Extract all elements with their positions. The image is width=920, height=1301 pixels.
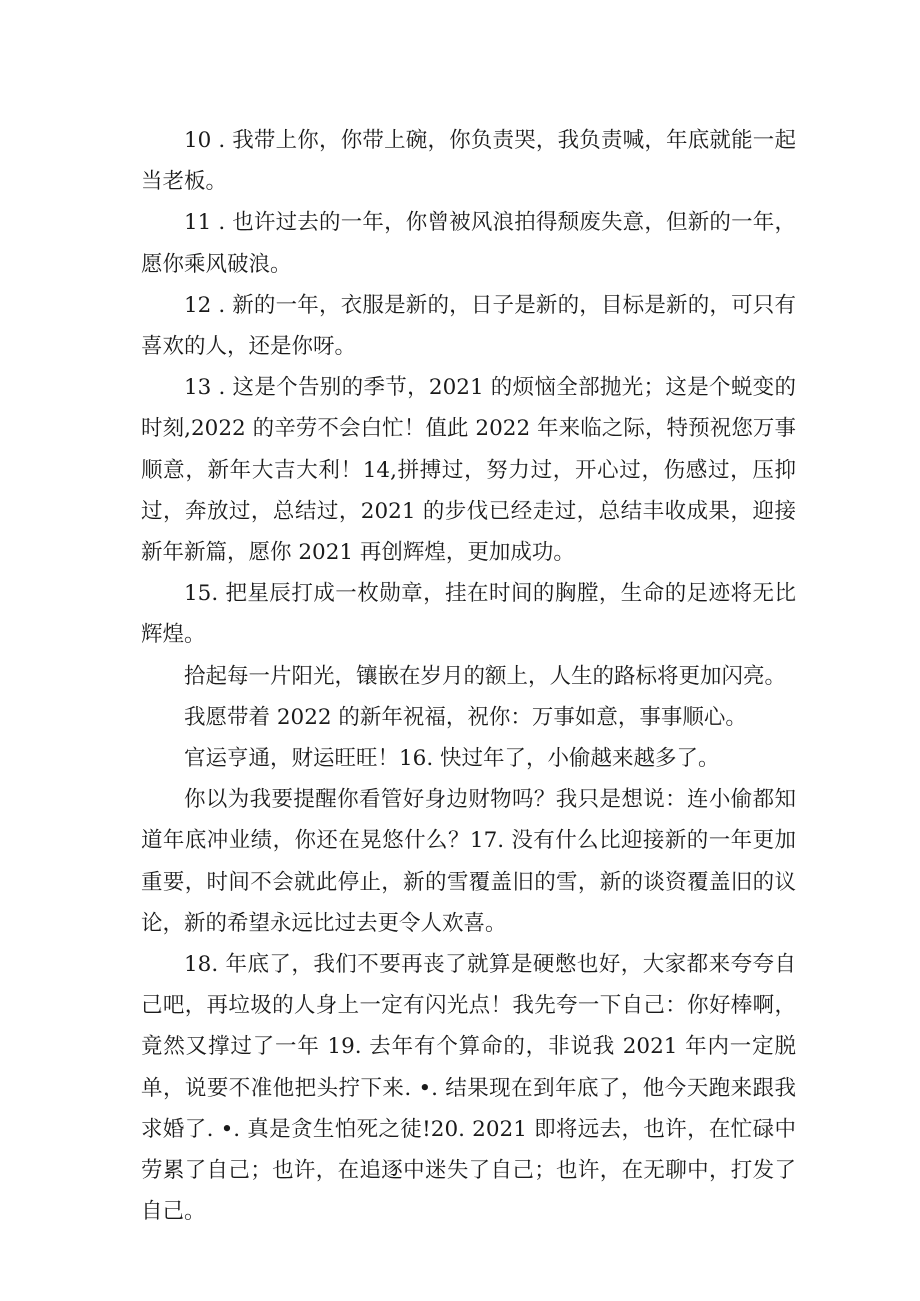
paragraph-sunshine: 拾起每一片阳光，镶嵌在岁月的额上，人生的路标将更加闪亮。 <box>184 663 787 689</box>
paragraph-18-20: 18. 年底了，我们不要再丧了就算是硬憋也好，大家都来夸夸自己吧，再垃圾的人身上一定有闪光点！我先夸一下自己：你好棒啊，竟然又撑过了一年 19. 去年有个算命的，非说我 2021 年内一定脱单，说要不准他把头拧下来. •. 结果现在到年底了，他今天跑来跟我求婚了. •. 真是贪生怕死之徒!20. 2021 即将远去，也许，在忙碌中劳累了自己；也许，在追逐中迷失了自己；也许，在无聊中，打发了自己。 <box>141 952 796 1225</box>
paragraph-17: 你以为我要提醒你看管好身边财物吗？我只是想说：连小偷都知道年底冲业绩，你还在晃悠什么？17. 没有什么比迎接新的一年更加重要，时间不会就此停止，新的雪覆盖旧的雪，新的谈资覆盖旧的议论，新的希望永远比过去更令人欢喜。 <box>141 787 796 936</box>
paragraph-13: 13 . 这是个告别的季节，2021 的烦恼全部抛光；这是个蜕变的时刻,2022 的辛劳不会白忙！值此 2022 年来临之际，特预祝您万事顺意，新年大吉大利！14,拼搏过，努力过，开心过，伤感过，压抑过，奔放过，总结过，2021 的步伐已经走过，总结丰收成果，迎接新年新篇，愿你 2021 再创辉煌，更加成功。 <box>141 375 796 566</box>
paragraph-11: 11 . 也许过去的一年，你曾被风浪拍得颓废失意，但新的一年，愿你乘风破浪。 <box>141 210 796 277</box>
paragraph-10: 10 . 我带上你，你带上碗，你负责哭，我负责喊，年底就能一起当老板。 <box>141 128 796 195</box>
paragraph-12: 12 . 新的一年，衣服是新的，日子是新的，目标是新的，可只有喜欢的人，还是你呀。 <box>141 292 796 360</box>
paragraph-16: 官运亨通，财运旺旺！16. 快过年了，小偷越来越多了。 <box>184 746 720 772</box>
paragraph-wishes: 我愿带着 2022 的新年祝福，祝你：万事如意，事事顺心。 <box>184 704 747 730</box>
paragraph-15: 15. 把星辰打成一枚勋章，挂在时间的胸膛，生命的足迹将无比辉煌。 <box>141 581 796 648</box>
document-body <box>141 120 796 1232</box>
